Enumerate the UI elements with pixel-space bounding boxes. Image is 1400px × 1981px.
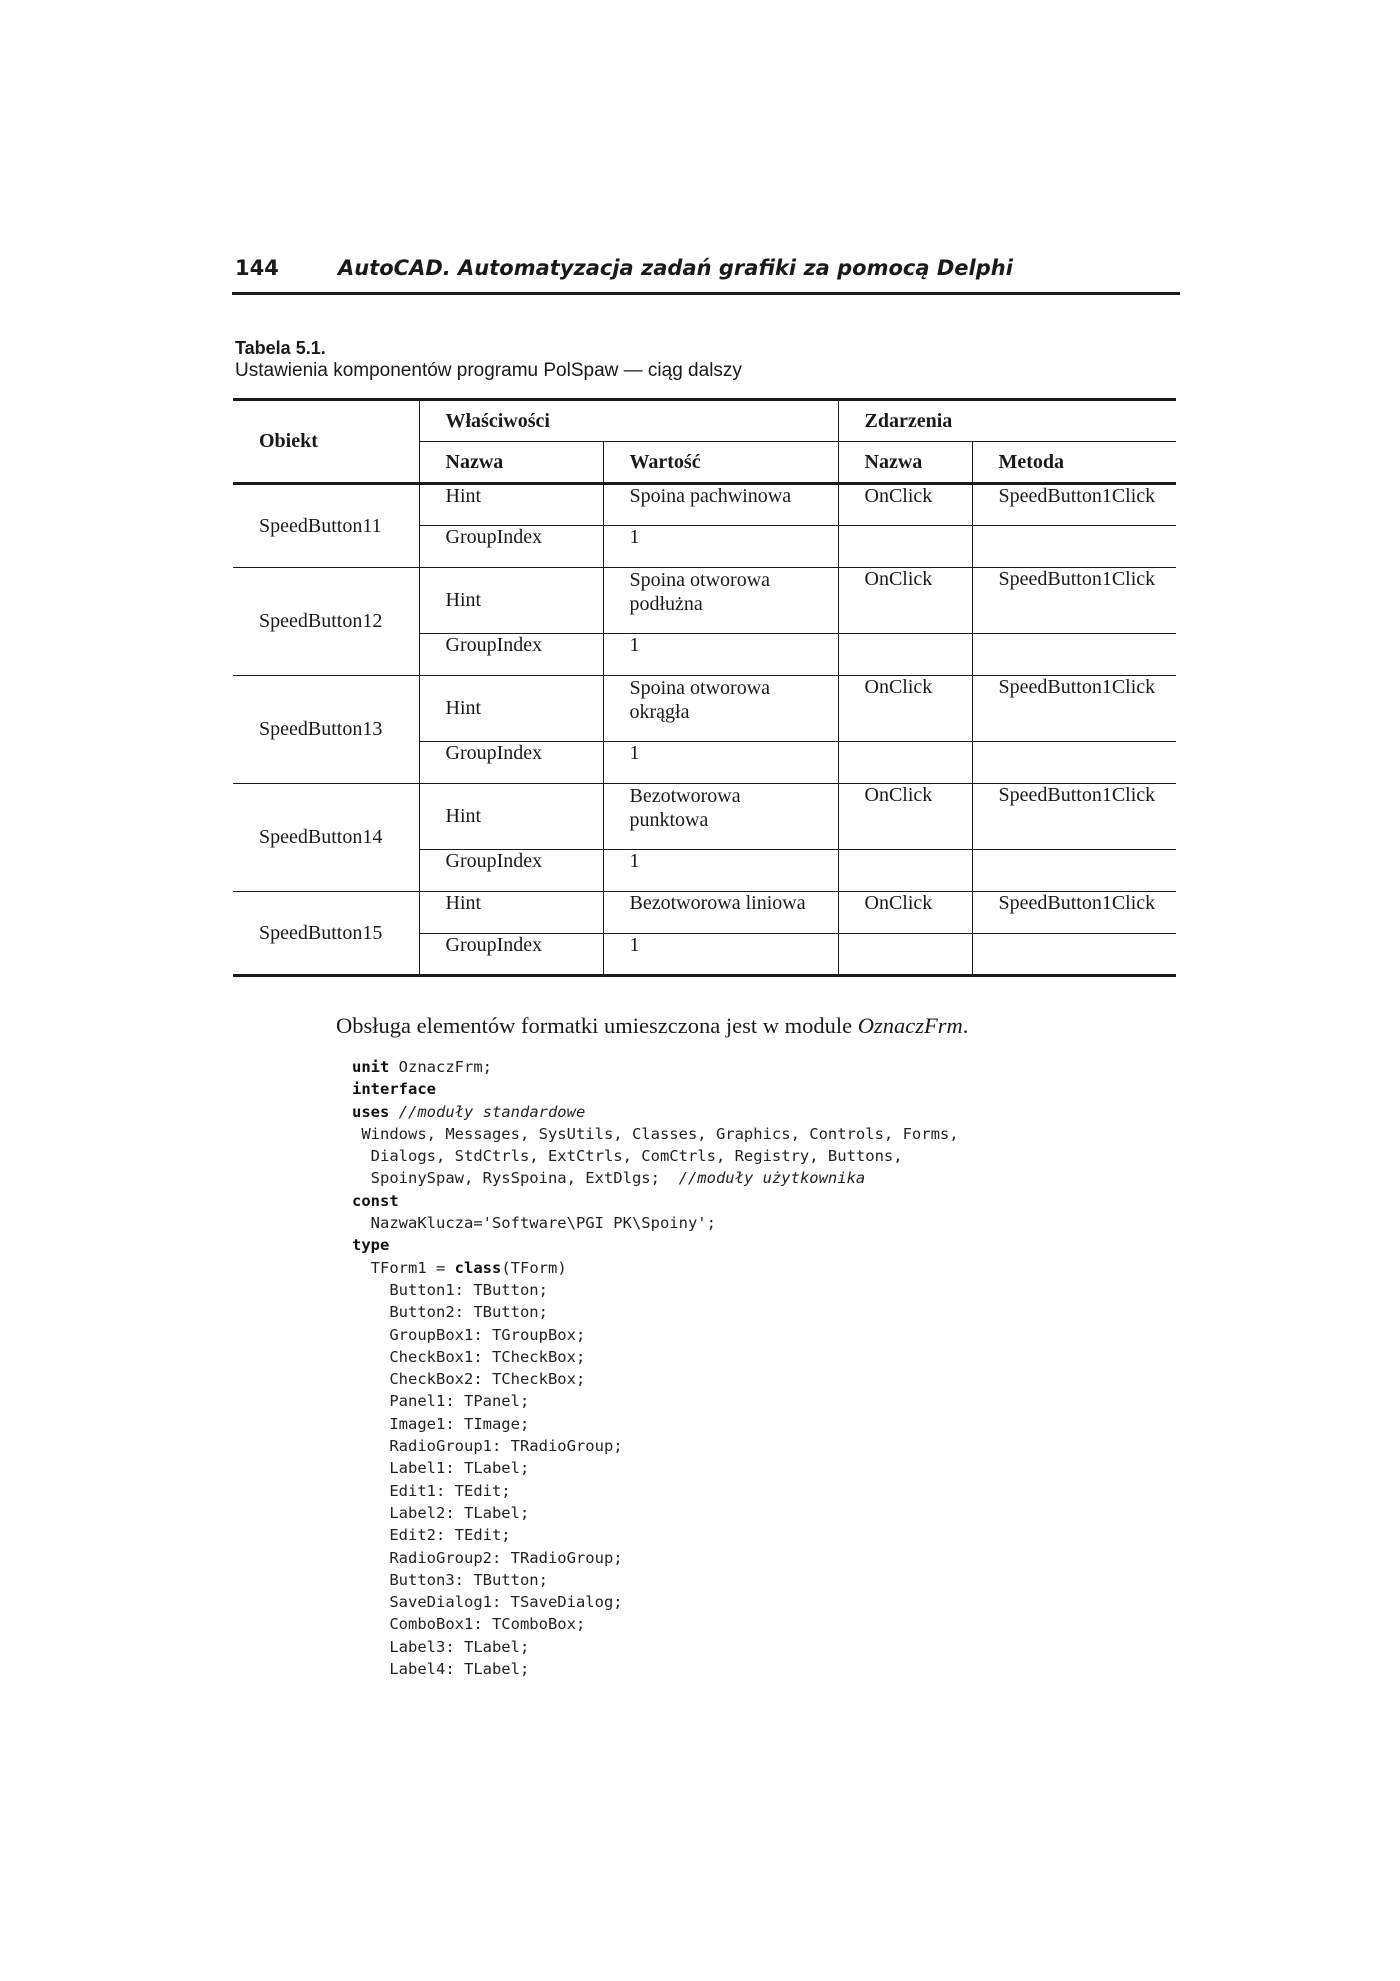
code-line — [352, 1457, 959, 1479]
module-name: OznaczFrm — [857, 1013, 963, 1038]
value-cell: Spoina otworowa okrągła — [603, 676, 838, 742]
code-line — [352, 1234, 959, 1256]
method-cell: SpeedButton1Click — [972, 568, 1176, 634]
code-text: RadioGroup1: TRadioGroup; — [352, 1437, 623, 1456]
code-text: Panel1: TPanel; — [352, 1392, 530, 1411]
table-row — [233, 484, 1176, 526]
code-text: CheckBox1: TCheckBox; — [352, 1347, 586, 1366]
code-text: OznaczFrm; — [389, 1058, 492, 1076]
object-cell: SpeedButton14 — [233, 784, 419, 892]
intro-end: . — [962, 1013, 969, 1038]
code-line — [352, 1613, 959, 1635]
code-keyword: interface — [352, 1080, 436, 1099]
code-line — [352, 1435, 959, 1457]
table-row — [233, 784, 1176, 850]
event-cell — [838, 634, 972, 676]
property-cell: Hint — [419, 784, 603, 850]
value-cell: 1 — [603, 634, 838, 676]
code-listing — [352, 1056, 959, 1680]
property-cell: GroupIndex — [419, 526, 603, 568]
code-text: Button2: TButton; — [352, 1303, 548, 1322]
event-cell — [838, 742, 972, 784]
code-line — [352, 1279, 959, 1301]
code-line — [352, 1346, 959, 1368]
code-text: GroupBox1: TGroupBox; — [352, 1325, 586, 1344]
code-line — [352, 1101, 959, 1123]
code-text: RadioGroup2: TRadioGroup; — [352, 1548, 623, 1567]
code-text: Label1: TLabel; — [352, 1459, 530, 1478]
code-line — [352, 1413, 959, 1435]
method-cell: SpeedButton1Click — [972, 484, 1176, 526]
table-header-row — [233, 400, 1176, 442]
header-wartosc: Wartość — [603, 442, 838, 484]
intro-text: Obsługa elementów formatki umieszczona jest w module — [336, 1013, 858, 1038]
object-cell: SpeedButton15 — [233, 892, 419, 976]
code-comment: //moduły użytkownika — [678, 1169, 866, 1188]
code-text: Image1: TImage; — [352, 1414, 530, 1433]
code-line — [352, 1547, 959, 1569]
code-line — [352, 1145, 959, 1167]
property-cell: GroupIndex — [419, 634, 603, 676]
code-keyword: unit — [352, 1058, 390, 1076]
property-cell: GroupIndex — [419, 742, 603, 784]
header-obiekt: Obiekt — [233, 400, 419, 484]
code-keyword: type — [352, 1236, 390, 1255]
code-line — [352, 1123, 959, 1145]
code-text: SaveDialog1: TSaveDialog; — [352, 1593, 623, 1612]
code-line — [352, 1190, 959, 1212]
event-cell: OnClick — [838, 676, 972, 742]
code-text: SpoinySpaw, RysSpoina, ExtDlgs; — [352, 1169, 679, 1188]
value-cell: 1 — [603, 526, 838, 568]
code-text: NazwaKlucza='Software\PGI PK\Spoiny'; — [352, 1214, 716, 1233]
method-cell: SpeedButton1Click — [972, 892, 1176, 934]
code-line — [352, 1301, 959, 1323]
value-cell: 1 — [603, 850, 838, 892]
page-header — [232, 256, 1180, 295]
header-nazwa-prop: Nazwa — [419, 442, 603, 484]
code-line — [352, 1324, 959, 1346]
intro-paragraph — [336, 1013, 968, 1039]
property-cell: Hint — [419, 484, 603, 526]
code-line — [352, 1390, 959, 1412]
code-line — [352, 1480, 959, 1502]
book-title: AutoCAD. Automatyzacja zadań grafiki za pomocą Delphi — [338, 256, 1013, 280]
code-text: Label2: TLabel; — [352, 1503, 530, 1522]
value-cell: Spoina otworowa podłużna — [603, 568, 838, 634]
method-cell — [972, 526, 1176, 568]
event-cell: OnClick — [838, 484, 972, 526]
code-text: Label4: TLabel; — [352, 1660, 530, 1679]
code-comment: //moduły standardowe — [398, 1102, 586, 1121]
code-text: Button3: TButton; — [352, 1570, 548, 1589]
method-cell: SpeedButton1Click — [972, 784, 1176, 850]
method-cell: SpeedButton1Click — [972, 676, 1176, 742]
code-keyword: const — [352, 1191, 399, 1210]
code-text: ComboBox1: TComboBox; — [352, 1615, 586, 1634]
event-cell — [838, 934, 972, 976]
code-line — [352, 1078, 959, 1100]
table-caption-text: Ustawienia komponentów programu PolSpaw — ciąg dalszy — [235, 360, 742, 381]
code-line — [352, 1167, 959, 1189]
header-metoda: Metoda — [972, 442, 1176, 484]
code-text: Edit1: TEdit; — [352, 1481, 511, 1500]
page-number: 144 — [235, 256, 279, 280]
code-line — [352, 1569, 959, 1591]
code-text: Button1: TButton; — [352, 1280, 548, 1299]
property-cell: Hint — [419, 568, 603, 634]
object-cell: SpeedButton11 — [233, 484, 419, 568]
header-nazwa-event: Nazwa — [838, 442, 972, 484]
code-text — [389, 1103, 398, 1121]
value-cell: 1 — [603, 934, 838, 976]
event-cell — [838, 850, 972, 892]
code-text: (TForm) — [501, 1258, 567, 1277]
table-row — [233, 676, 1176, 742]
code-line — [352, 1212, 959, 1234]
method-cell — [972, 850, 1176, 892]
code-line — [352, 1257, 959, 1279]
property-cell: GroupIndex — [419, 850, 603, 892]
code-line — [352, 1368, 959, 1390]
code-text: CheckBox2: TCheckBox; — [352, 1370, 586, 1389]
header-wlasciwosci: Właściwości — [419, 400, 838, 442]
object-cell: SpeedButton13 — [233, 676, 419, 784]
event-cell: OnClick — [838, 892, 972, 934]
method-cell — [972, 742, 1176, 784]
value-cell: Bezotworowa liniowa — [603, 892, 838, 934]
method-cell — [972, 934, 1176, 976]
event-cell: OnClick — [838, 784, 972, 850]
code-keyword: class — [454, 1258, 502, 1277]
settings-table — [233, 398, 1176, 977]
value-cell: Spoina pachwinowa — [603, 484, 838, 526]
table-row — [233, 568, 1176, 634]
property-cell: Hint — [419, 676, 603, 742]
code-line — [352, 1636, 959, 1658]
value-cell: Bezotworowa punktowa — [603, 784, 838, 850]
table-caption-label: Tabela 5.1. — [235, 338, 326, 358]
code-line — [352, 1502, 959, 1524]
header-zdarzenia: Zdarzenia — [864, 409, 953, 432]
method-cell — [972, 634, 1176, 676]
code-line — [352, 1524, 959, 1546]
code-line — [352, 1658, 959, 1680]
code-text: Windows, Messages, SysUtils, Classes, Graphics, Controls, Forms, — [352, 1124, 959, 1143]
property-cell: GroupIndex — [419, 934, 603, 976]
object-cell: SpeedButton12 — [233, 568, 419, 676]
code-keyword: uses — [352, 1102, 390, 1121]
property-cell: Hint — [419, 892, 603, 934]
value-cell: 1 — [603, 742, 838, 784]
code-line — [352, 1591, 959, 1613]
code-text: Dialogs, StdCtrls, ExtCtrls, ComCtrls, Registry, Buttons, — [352, 1147, 903, 1166]
code-line — [352, 1056, 959, 1078]
event-cell — [838, 526, 972, 568]
event-cell: OnClick — [838, 568, 972, 634]
code-text: Label3: TLabel; — [352, 1637, 530, 1656]
table-row — [233, 892, 1176, 934]
code-text: Edit2: TEdit; — [352, 1526, 511, 1545]
code-text: TForm1 = — [352, 1258, 455, 1277]
